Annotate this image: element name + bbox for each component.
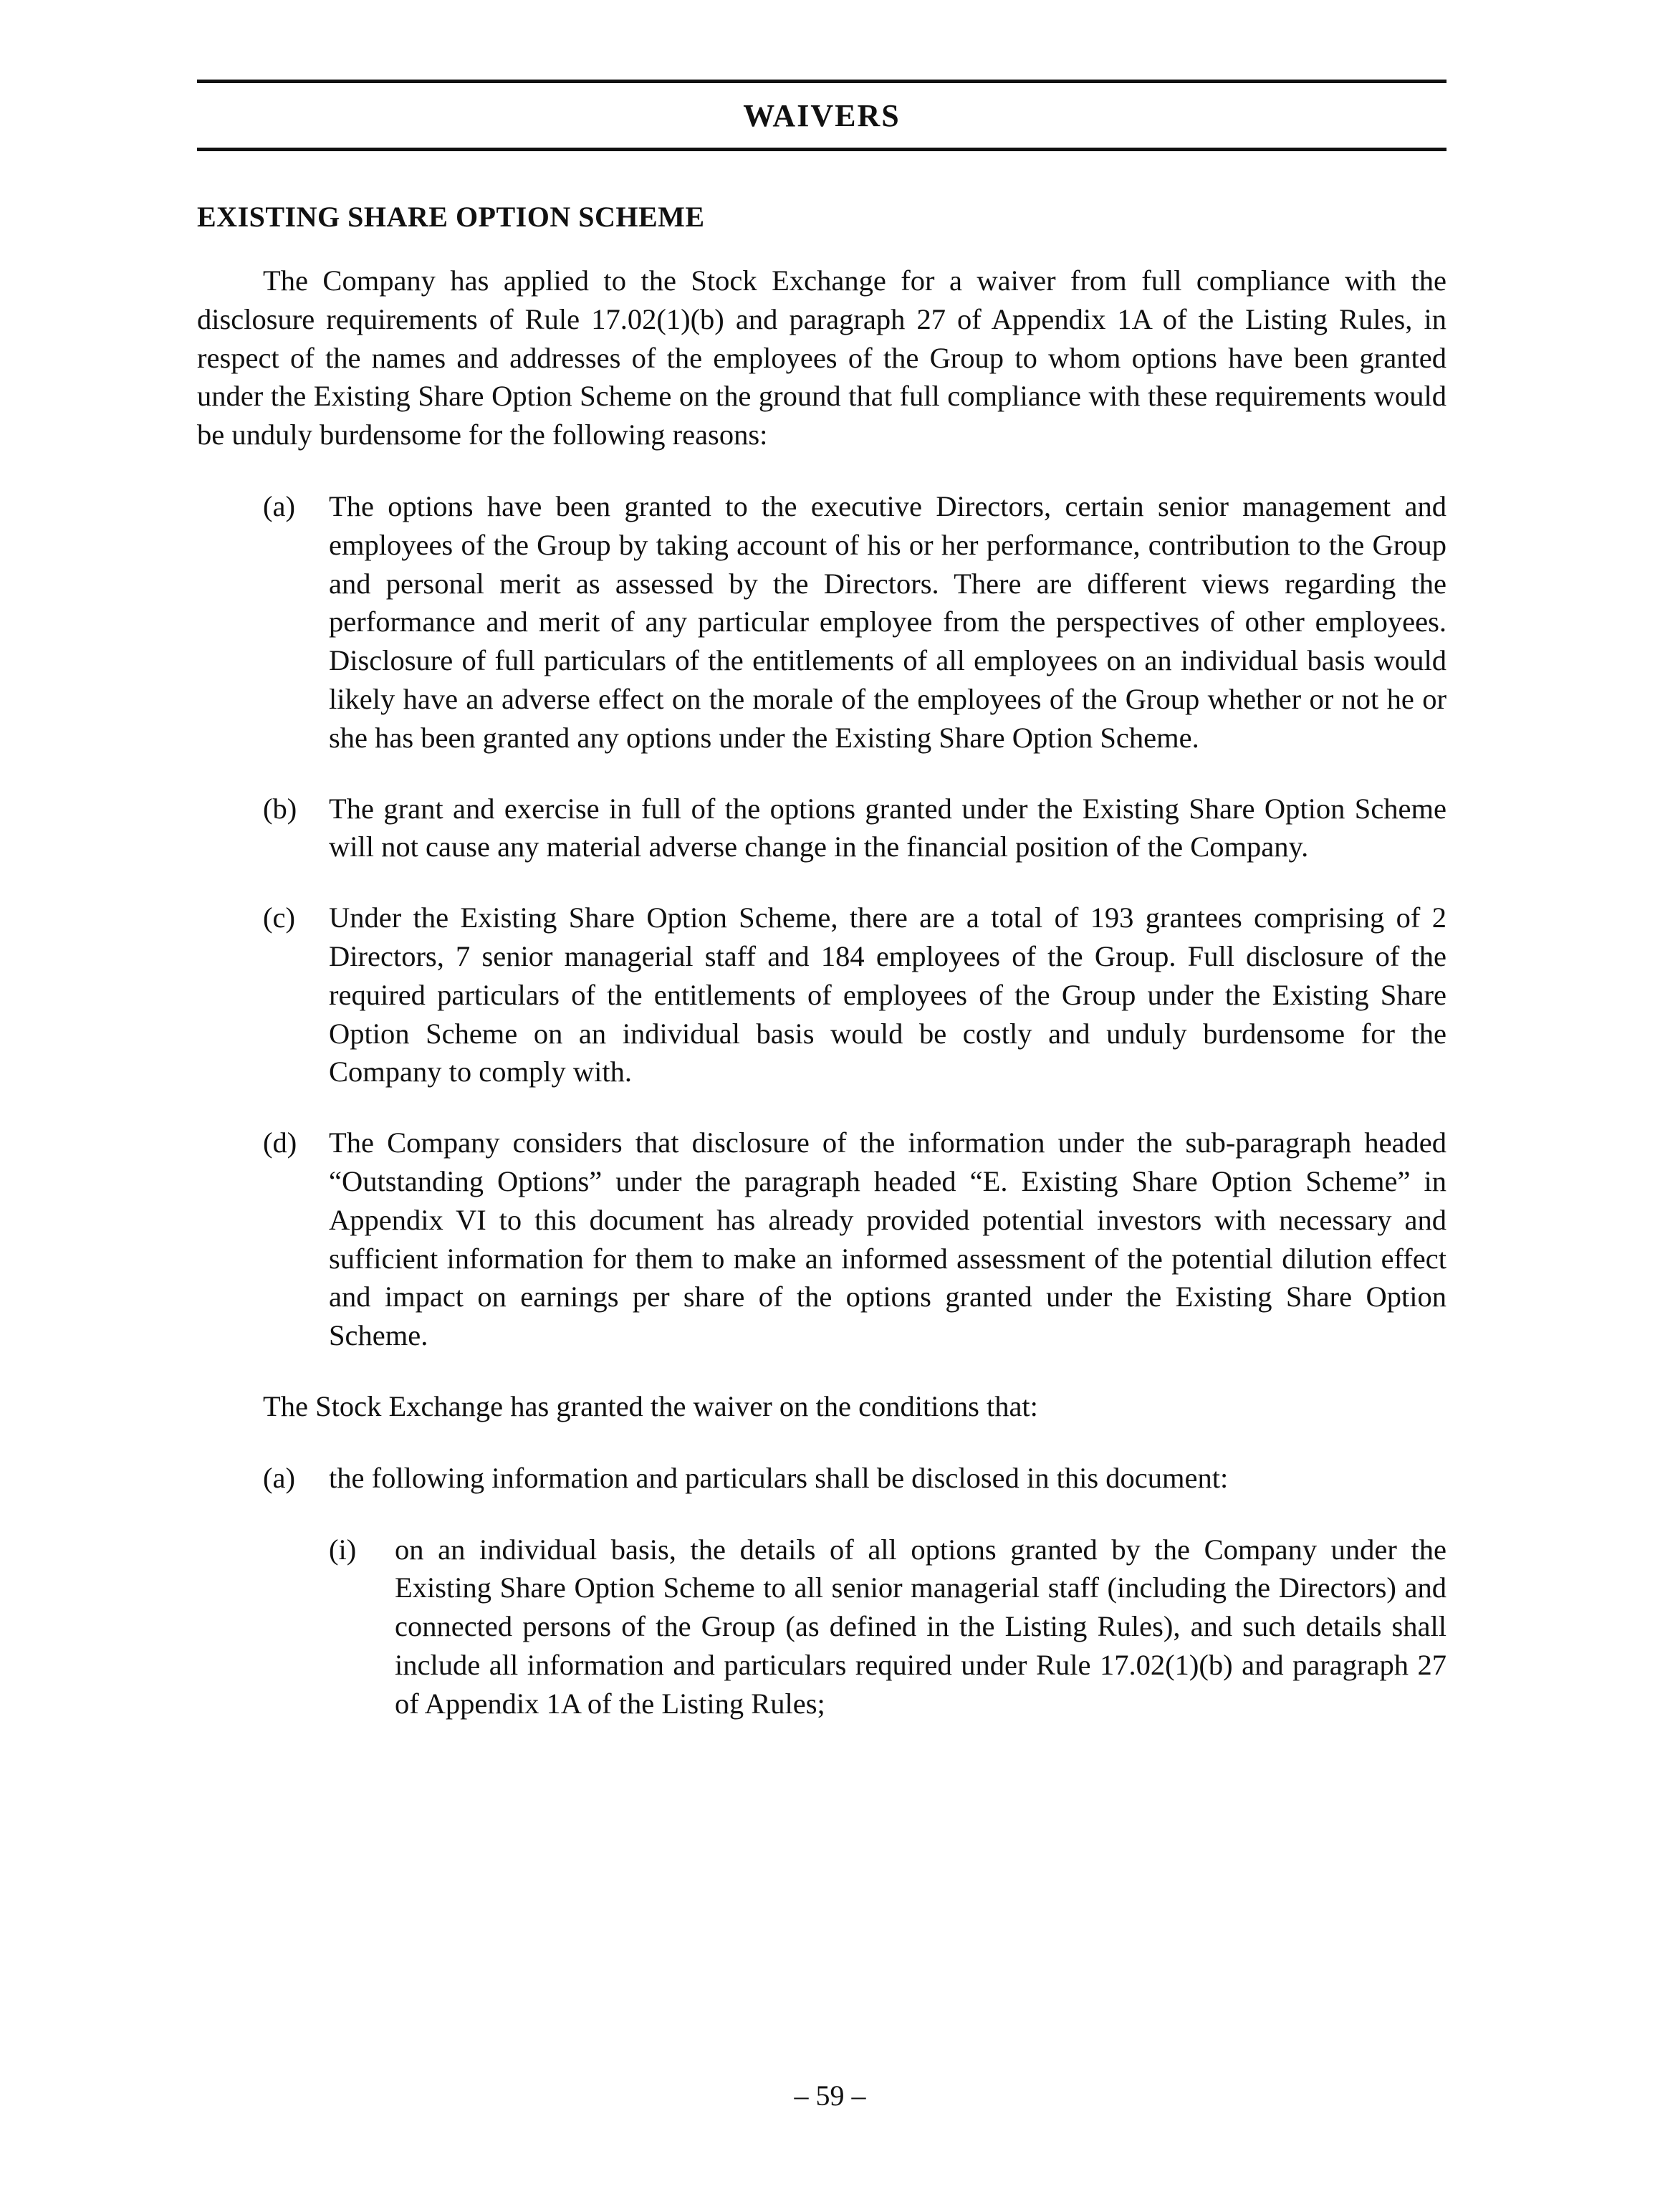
reason-text: The grant and exercise in full of the options granted under the Existing Share Option Scheme will not cause any material adverse change in the financial position of the Company. bbox=[329, 792, 1446, 863]
reason-item-d bbox=[197, 1124, 1446, 1355]
reason-item-a bbox=[197, 487, 1446, 757]
page-header-title: WAIVERS bbox=[743, 98, 901, 133]
header-bottom-rule bbox=[197, 148, 1446, 151]
condition-subitem-i bbox=[197, 1531, 1446, 1723]
reason-item-b bbox=[197, 790, 1446, 867]
subitem-text: on an individual basis, the details of all options granted by the Company under the Existing Share Option Scheme to all senior managerial staff (including the Directors) and connected persons of the Group (as defined in the Listing Rules), and such details shall include all information and particulars required under Rule 17.02(1)(b) and paragraph 27 of Appendix 1A of the Listing Rules; bbox=[395, 1533, 1446, 1720]
reason-item-c bbox=[197, 899, 1446, 1091]
reasons-list bbox=[197, 487, 1446, 1355]
conditions-intro: The Stock Exchange has granted the waiver on the conditions that: bbox=[263, 1389, 1038, 1422]
section-title: EXISTING SHARE OPTION SCHEME bbox=[197, 201, 705, 233]
reason-label: (a) bbox=[263, 489, 295, 522]
page-number: – 59 – bbox=[794, 2079, 866, 2112]
reason-label: (d) bbox=[263, 1126, 297, 1159]
document-page bbox=[197, 0, 1446, 1723]
reason-text: The Company considers that disclosure of the information under the sub-paragraph headed “Outstanding Options” under the paragraph headed “E. Existing Share Option Scheme” in Appendix VI to this document has already provided potential investors with necessary and sufficient information for them to make an informed assessment of the potential dilution effect and impact on earnings per share of the options granted under the Existing Share Option Scheme. bbox=[329, 1126, 1446, 1352]
reason-label: (c) bbox=[263, 901, 295, 934]
intro-paragraph: The Company has applied to the Stock Exchange for a waiver from full compliance with the disclosure requirements of Rule 17.02(1)(b) and paragraph 27 of Appendix 1A of the Listing Rules, in respect of the names and addresses of the employees of the Group to whom options have been granted under the Existing Share Option Scheme on the ground that full compliance with these requirements would be unduly burdensome for the following reasons: bbox=[197, 264, 1446, 451]
conditions-list bbox=[197, 1459, 1446, 1723]
reason-text: Under the Existing Share Option Scheme, there are a total of 193 grantees comprising of 2 Directors, 7 senior managerial staff and 184 employees of the Group. Full disclosure of the required particulars of the entitlements of employees of the Group under the Existing Share Option Scheme on an individual basis would be costly and unduly burdensome for the Company to comply with. bbox=[329, 901, 1446, 1088]
condition-text: the following information and particulars shall be disclosed in this document: bbox=[329, 1461, 1229, 1494]
condition-label: (a) bbox=[263, 1461, 295, 1494]
reason-text: The options have been granted to the executive Directors, certain senior management and employees of the Group by taking account of his or her performance, contribution to the Group and personal merit as assessed by the Directors. There are different views regarding the performance and merit of any particular employee from the perspectives of other employees. Disclosure of full particulars of the entitlements of all employees on an individual basis would likely have an adverse effect on the morale of the employees of the Group whether or not he or she has been granted any options under the Existing Share Option Scheme. bbox=[329, 489, 1446, 754]
condition-item-a bbox=[197, 1459, 1446, 1498]
subitem-label: (i) bbox=[329, 1533, 357, 1566]
reason-label: (b) bbox=[263, 792, 297, 825]
